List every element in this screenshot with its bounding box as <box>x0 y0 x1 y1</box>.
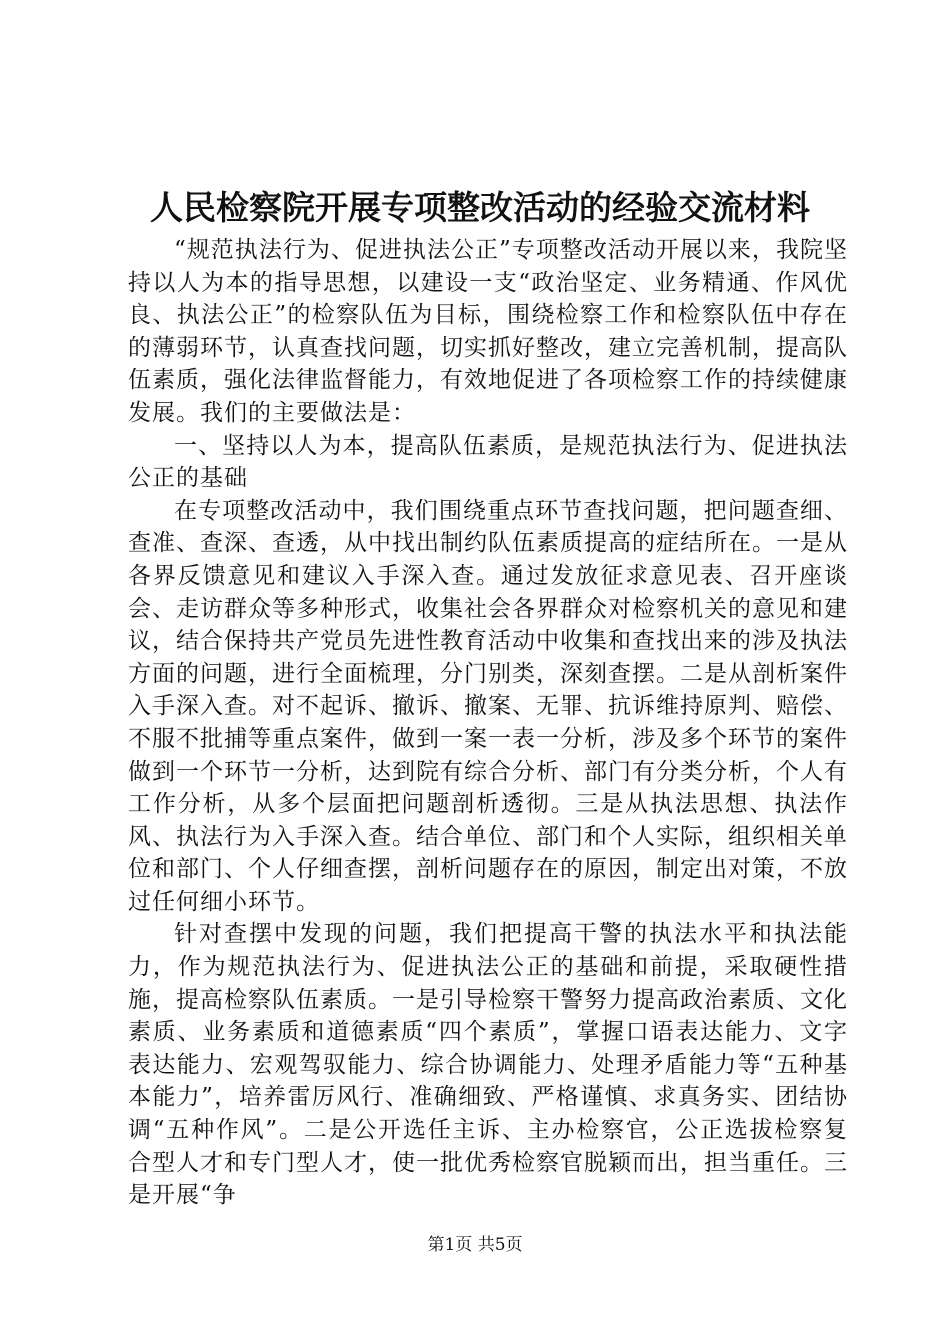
page-number-footer: 第1页 共5页 <box>427 1235 523 1255</box>
paragraph-intro: “规范执法行为、促进执法公正”专项整改活动开展以来，我院坚持以人为本的指导思想，以建设一支“政治坚定、业务精通、作风优良、执法公正”的检察队伍为目标，围绕检察工作和检察队伍中存在的薄弱环节，认真查找问题，切实抓好整改，建立完善机制，提高队伍素质，强化法律监督能力，有效地促进了各项检察工作的持续健康发展。我们的主要做法是： <box>128 237 848 426</box>
document-title: 人民检察院开展专项整改活动的经验交流材料 <box>150 188 810 227</box>
document-body <box>128 234 848 1212</box>
paragraph-measures: 针对查摆中发现的问题，我们把提高干警的执法水平和执法能力，作为规范执法行为、促进执法公正的基础和前提，采取硬性措施，提高检察队伍素质。一是引导检察干警努力提高政治素质、文化素质、业务素质和道德素质“四个素质”，掌握口语表达能力、文字表达能力、宏观驾驭能力、综合协调能力、处理矛盾能力等“五种基本能力”，培养雷厉风行、准确细致、严格谨慎、求真务实、团结协调“五种作风”。二是公开选任主诉、主办检察官，公正选拔检察复合型人才和专门型人才，使一批优秀检察官脱颖而出，担当重任。三是开展“争 <box>128 921 848 1209</box>
paragraph-investigation: 在专项整改活动中，我们围绕重点环节查找问题，把问题查细、查准、查深、查透，从中找出制约队伍素质提高的症结所在。一是从各界反馈意见和建议入手深入查。通过发放征求意见表、召开座谈会、走访群众等多种形式，收集社会各界群众对检察机关的意见和建议，结合保持共产党员先进性教育活动中收集和查找出来的涉及执法方面的问题，进行全面梳理，分门别类，深刻查摆。二是从剖析案件入手深入查。对不起诉、撤诉、撤案、无罪、抗诉维持原判、赔偿、不服不批捕等重点案件，做到一案一表一分析，涉及多个环节的案件做到一个环节一分析，达到院有综合分析、部门有分类分析，个人有工作分析，从多个层面把问题剖析透彻。三是从执法思想、执法作风、执法行为入手深入查。结合单位、部门和个人实际，组织相关单位和部门、个人仔细查摆，剖析问题存在的原因，制定出对策，不放过任何细小环节。 <box>128 497 848 915</box>
paragraph-section-heading: 一、坚持以人为本，提高队伍素质，是规范执法行为、促进执法公正的基础 <box>128 432 848 492</box>
